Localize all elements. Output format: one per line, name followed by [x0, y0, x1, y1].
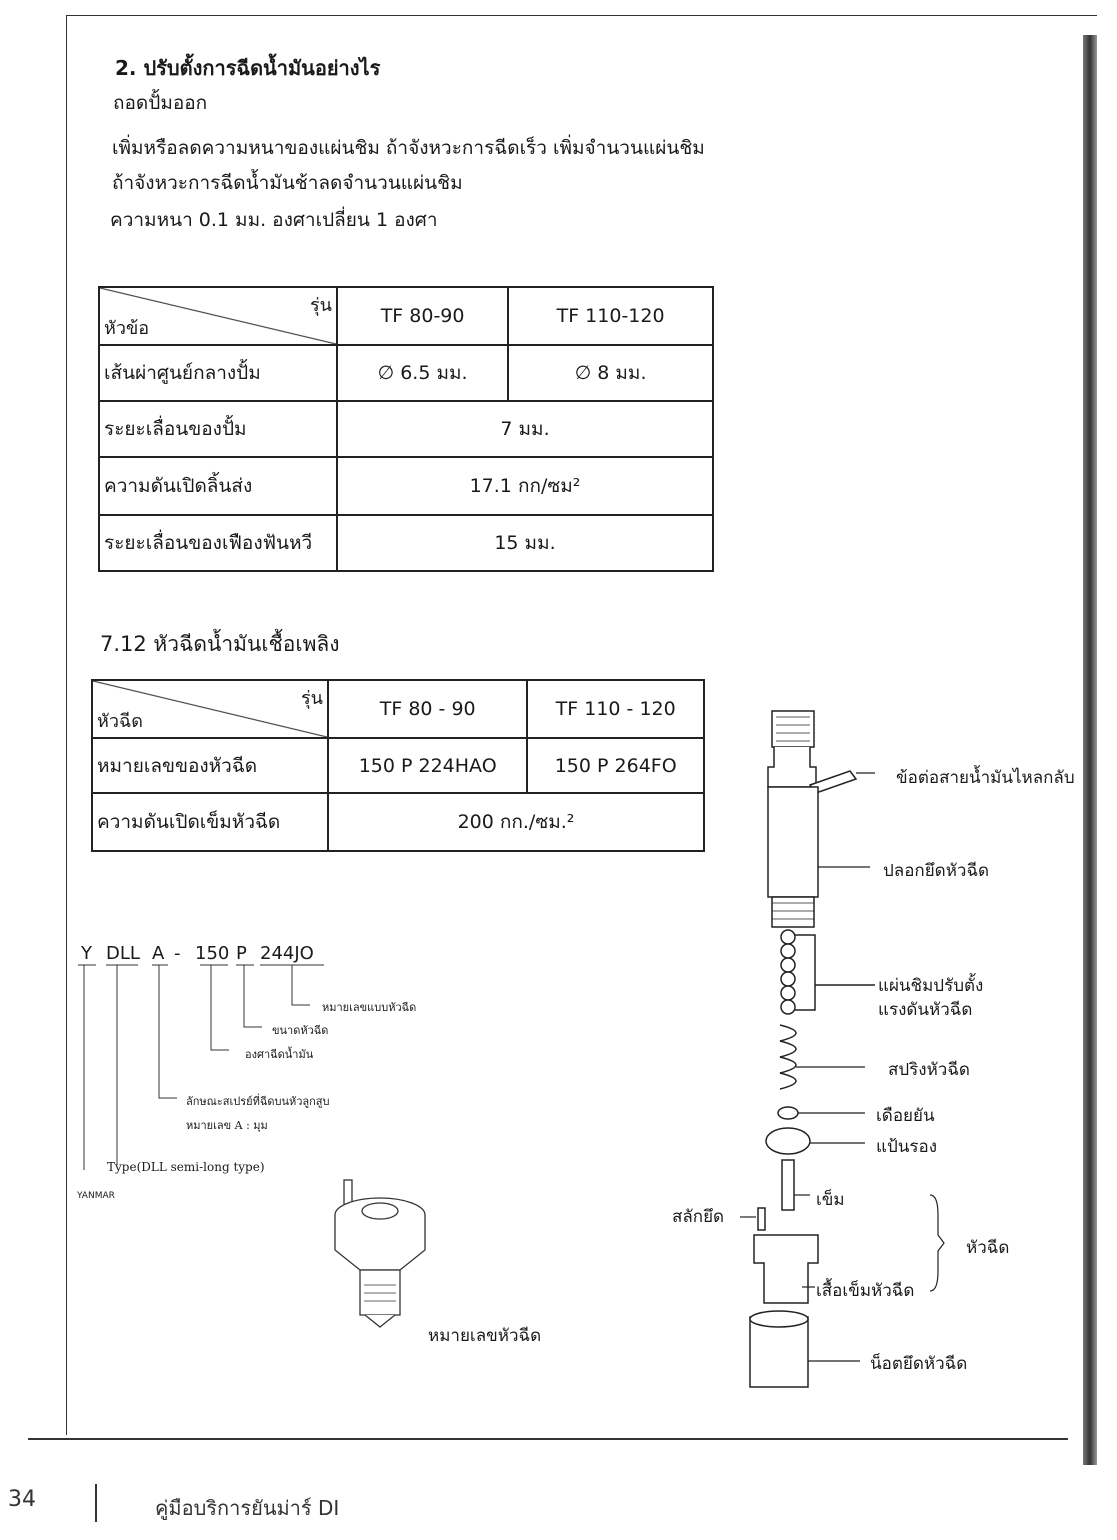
part-label: เข็ม [816, 1190, 845, 1210]
corner-label-nozzle: หัวฉีด [97, 711, 143, 732]
row-label: หมายเลขของหัวฉีด [92, 738, 328, 793]
paragraph-line: ความหนา 0.1 มม. องศาเปลี่ยน 1 องศา [110, 209, 438, 231]
row-label: ความดันเปิดเข็มหัวฉีด [92, 793, 328, 851]
column-header: TF 110-120 [508, 287, 713, 345]
part-label: น็อตยึดหัวฉีด [870, 1354, 968, 1374]
code-part: 244JO [260, 943, 314, 964]
code-label: ลักษณะสเปรย์ที่ฉีดบนหัวลูกสูบ [186, 1095, 330, 1108]
part-label: สปริงหัวฉีด [888, 1060, 970, 1080]
code-leader-lines [70, 960, 330, 1190]
row-label: ความดันเปิดลิ้นส่ง [99, 457, 337, 515]
nozzle-illustration [330, 1175, 440, 1345]
table-cell: 150 P 224HAO [328, 738, 527, 793]
page-number: 34 [8, 1487, 36, 1512]
table-cell: 17.1 กก/ซม² [337, 457, 713, 515]
part-label: สลักยึด [672, 1207, 725, 1227]
part-label: แป้นรอง [876, 1137, 938, 1157]
part-label: ข้อต่อสายน้ำมันไหลกลับ [896, 768, 1075, 788]
table-corner-cell [92, 680, 328, 738]
table-cell: 15 มม. [337, 515, 713, 571]
nozzle-spec-table [91, 679, 705, 852]
page-frame-left [66, 15, 67, 1435]
code-label: หมายเลข A : มุม [186, 1119, 268, 1132]
table-cell: 150 P 264FO [527, 738, 704, 793]
code-part: - [174, 943, 181, 964]
section-heading: 2. ปรับตั้งการฉีดน้ำมันอย่างไร [115, 56, 381, 80]
code-label: ขนาดหัวฉีด [272, 1024, 329, 1037]
part-label: เดือยยัน [876, 1106, 935, 1126]
code-part: 150 [195, 943, 230, 964]
part-label: แผ่นชิมปรับตั้ง [878, 976, 984, 996]
row-label: ระยะเลื่อนของปั้ม [99, 401, 337, 457]
part-label: ปลอกยึดหัวฉีด [883, 861, 990, 881]
corner-label-model: รุ่น [310, 295, 332, 316]
code-part: P [236, 943, 247, 964]
paragraph-line: เพิ่มหรือลดความหนาของแผ่นชิม ถ้าจังหวะการฉีดเร็ว เพิ่มจำนวนแผ่นชิม [112, 137, 705, 159]
code-part: A [152, 943, 165, 964]
code-label: Type(DLL semi-long type) [107, 1160, 265, 1174]
code-part: Y [81, 943, 92, 964]
pump-spec-table [98, 286, 714, 572]
code-label: YANMAR [77, 1191, 115, 1201]
table-cell: 200 กก./ซม.² [328, 793, 704, 851]
paragraph-line: ถอดปั้มออก [113, 92, 208, 114]
table-corner-cell [99, 287, 337, 345]
code-label: องศาฉีดน้ำมัน [245, 1048, 314, 1061]
column-header: TF 110 - 120 [527, 680, 704, 738]
corner-label-model: รุ่น [301, 688, 323, 709]
row-label: ระยะเลื่อนของเฟืองฟันหวี [99, 515, 337, 571]
footer-divider [95, 1484, 97, 1522]
section-heading: 7.12 หัวฉีดน้ำมันเชื้อเพลิง [100, 632, 340, 656]
page-frame-top [67, 15, 1097, 16]
page-frame-bottom [28, 1438, 1068, 1440]
table-cell: 7 มม. [337, 401, 713, 457]
code-part: DLL [106, 943, 140, 964]
page-binding-edge [1083, 35, 1097, 1465]
corner-label-topic: หัวข้อ [104, 318, 150, 339]
part-label: หัวฉีด [966, 1238, 1010, 1258]
row-label: เส้นผ่าศูนย์กลางปั้ม [99, 345, 337, 401]
column-header: TF 80-90 [337, 287, 508, 345]
footer-title: คู่มือบริการยันม่าร์ DI [155, 1496, 340, 1520]
part-label: เสื้อเข็มหัวฉีด [816, 1281, 915, 1301]
part-label: แรงดันหัวฉีด [878, 1000, 973, 1020]
table-cell: ∅ 6.5 มม. [337, 345, 508, 401]
column-header: TF 80 - 90 [328, 680, 527, 738]
nozzle-number-label: หมายเลขหัวฉีด [428, 1326, 542, 1346]
code-label: หมายเลขแบบหัวฉีด [322, 1001, 417, 1014]
paragraph-line: ถ้าจังหวะการฉีดน้ำมันช้าลดจำนวนแผ่นชิม [112, 172, 463, 194]
table-cell: ∅ 8 มม. [508, 345, 713, 401]
